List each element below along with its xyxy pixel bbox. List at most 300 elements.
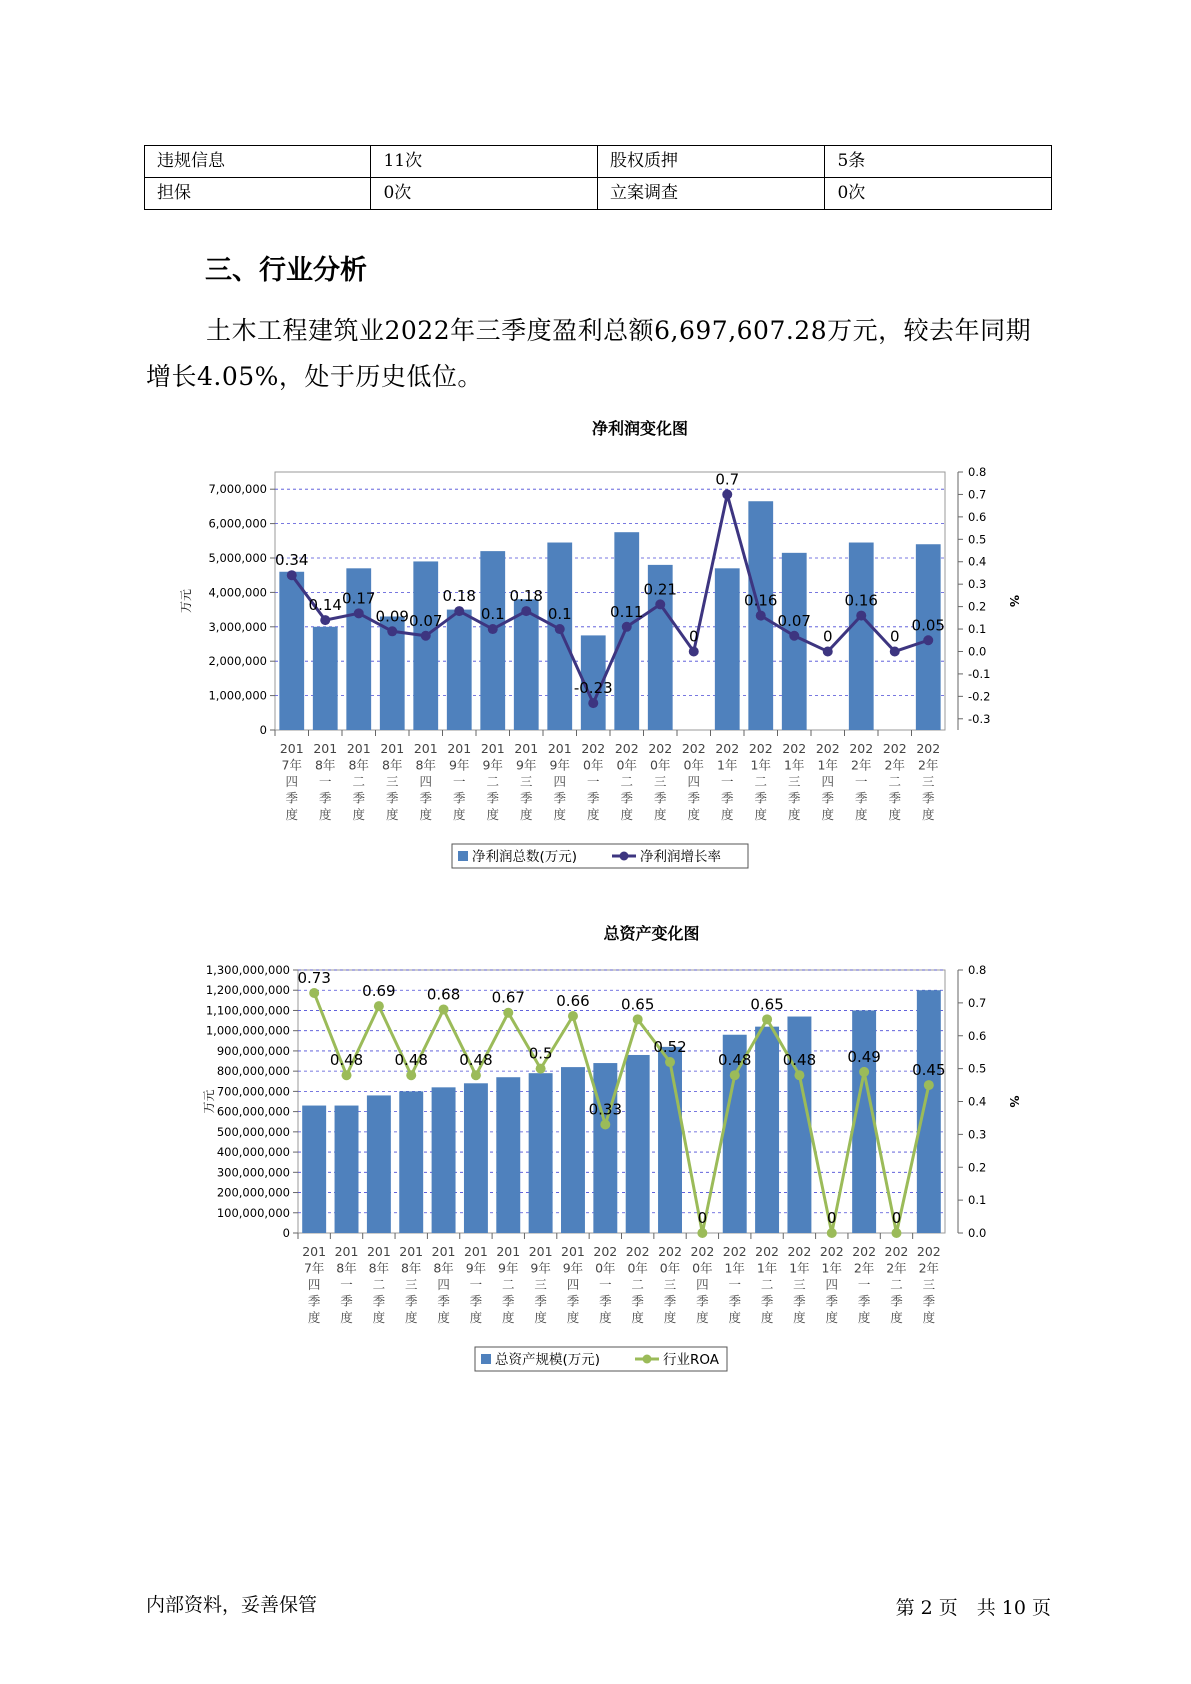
y2-tick-label: 0.5 [968, 532, 987, 547]
line-point [488, 624, 498, 634]
legend-bar-swatch [481, 1354, 491, 1364]
x-tick-label: 季 [372, 1293, 386, 1309]
x-tick-label: 二 [486, 774, 500, 789]
x-tick-label: 三 [653, 774, 667, 789]
data-label: 0.21 [643, 580, 677, 599]
x-tick-label: 季 [620, 790, 634, 806]
x-tick-label: 度 [653, 807, 667, 822]
x-tick-label: 度 [586, 807, 600, 822]
y2-tick-label: -0.2 [968, 689, 991, 704]
bar [367, 1095, 391, 1233]
legend-line-marker [620, 852, 629, 861]
y2-tick-label: 0.7 [968, 487, 987, 502]
table-cell: 0次 [825, 178, 1052, 210]
chart-title: 总资产变化图 [603, 924, 700, 943]
x-tick-label: 二 [760, 1277, 774, 1292]
y-axis-label: 万元 [202, 1089, 216, 1114]
x-tick-label: 8年 [368, 1260, 390, 1276]
table-cell: 立案调查 [598, 178, 825, 210]
line-point [891, 1228, 901, 1238]
y-tick-label: 700,000,000 [216, 1084, 290, 1099]
x-tick-label: 2年 [851, 757, 872, 773]
data-label: 0.73 [297, 969, 331, 988]
data-label: 0.33 [588, 1100, 623, 1119]
x-tick-label: 201 [561, 1244, 585, 1259]
table-row [145, 178, 1052, 210]
x-tick-label: 四 [825, 1277, 839, 1292]
x-tick-label: 季 [754, 790, 768, 806]
data-label: 0 [697, 1209, 708, 1227]
x-tick-label: 9年 [465, 1260, 487, 1276]
table-cell: 担保 [145, 178, 371, 210]
line-point [354, 608, 364, 618]
x-tick-label: 0年 [692, 1260, 713, 1276]
y-tick-label: 0 [259, 723, 267, 737]
bar [917, 990, 941, 1233]
x-tick-label: 201 [279, 741, 304, 756]
bar [464, 1083, 488, 1233]
data-label: 0.07 [777, 611, 811, 630]
y-tick-label: 1,000,000 [208, 688, 267, 703]
x-tick-label: 8年 [415, 757, 436, 773]
y2-tick-label: 0.5 [968, 1061, 987, 1076]
x-tick-label: 8年 [400, 1260, 422, 1276]
x-tick-label: 度 [921, 807, 935, 822]
x-tick-label: 四 [687, 774, 701, 789]
x-tick-label: 季 [385, 790, 399, 806]
x-tick-label: 四 [437, 1277, 450, 1292]
x-tick-label: 0年 [595, 1260, 616, 1276]
line-point [633, 1014, 643, 1024]
x-tick-label: 度 [372, 1310, 386, 1325]
y-tick-label: 400,000,000 [216, 1145, 290, 1160]
x-tick-label: 202 [625, 1244, 650, 1259]
x-tick-label: 度 [793, 1310, 806, 1325]
x-tick-label: 季 [787, 790, 801, 806]
x-tick-label: 二 [754, 774, 768, 789]
data-label: 0.1 [547, 605, 572, 624]
x-tick-label: 9年 [562, 1260, 584, 1276]
legend-label: 净利润增长率 [640, 849, 721, 865]
table-row [145, 146, 1052, 178]
data-label: 0.5 [528, 1044, 553, 1063]
x-tick-label: 1年 [817, 757, 838, 773]
bar [480, 551, 505, 730]
x-tick-label: 202 [884, 1244, 909, 1259]
bar [715, 568, 740, 730]
x-tick-label: 季 [599, 1293, 612, 1309]
line-point [890, 646, 900, 656]
y-tick-label: 0 [282, 1226, 290, 1240]
x-tick-label: 8年 [315, 757, 336, 773]
data-label: 0 [827, 1209, 837, 1227]
x-tick-label: 度 [631, 1310, 644, 1325]
x-tick-label: 度 [307, 1310, 321, 1325]
x-tick-label: 度 [728, 1310, 741, 1325]
y2-tick-label: 0.4 [968, 554, 987, 569]
x-tick-label: 四 [566, 1277, 580, 1292]
x-tick-label: 一 [586, 774, 600, 789]
x-tick-label: 度 [663, 1310, 677, 1325]
x-tick-label: 201 [463, 1244, 488, 1259]
x-tick-label: 二 [352, 774, 366, 789]
data-label: 0.67 [491, 988, 525, 1007]
x-tick-label: 201 [366, 1244, 391, 1259]
line-point [762, 1014, 772, 1024]
x-tick-label: 季 [307, 1293, 321, 1309]
x-tick-label: 度 [437, 1310, 450, 1325]
y2-tick-label: 0.0 [968, 1226, 987, 1240]
x-tick-label: 季 [631, 1293, 644, 1309]
y2-tick-label: 0.3 [968, 1127, 987, 1142]
line-point [342, 1070, 352, 1080]
line-point [588, 698, 598, 708]
net-profit-chart [0, 410, 1191, 890]
x-tick-label: 度 [854, 807, 868, 822]
x-tick-label: 一 [318, 774, 332, 789]
x-tick-label: 202 [614, 741, 639, 756]
line-point [503, 1008, 513, 1018]
x-tick-label: 季 [922, 1293, 936, 1309]
x-tick-label: 201 [547, 741, 572, 756]
x-tick-label: 四 [821, 774, 835, 789]
data-label: 0.69 [362, 982, 396, 1001]
data-label: 0.11 [610, 602, 644, 621]
y-tick-label: 200,000,000 [216, 1185, 290, 1200]
x-tick-label: 四 [696, 1277, 709, 1292]
x-tick-label: 1年 [821, 1260, 843, 1276]
x-tick-label: 一 [469, 1277, 483, 1292]
x-tick-label: 度 [340, 1310, 353, 1325]
total-assets-chart [0, 915, 1191, 1385]
x-tick-label: 8年 [336, 1260, 357, 1276]
y2-tick-label: 0.2 [968, 1160, 987, 1175]
x-tick-label: 度 [553, 807, 567, 822]
x-tick-label: 0年 [659, 1260, 681, 1276]
line-point [689, 646, 699, 656]
y2-tick-label: 0.1 [968, 1193, 987, 1208]
x-tick-label: 201 [399, 1244, 424, 1259]
y-tick-label: 100,000,000 [216, 1205, 290, 1220]
info-table [144, 145, 1052, 210]
x-tick-label: 度 [385, 807, 399, 822]
data-label: 0.48 [782, 1051, 817, 1070]
x-tick-label: 2年 [853, 1260, 875, 1276]
x-tick-label: 202 [852, 1244, 877, 1259]
x-tick-label: 2年 [884, 757, 905, 773]
x-tick-label: 度 [469, 1310, 483, 1325]
data-label: 0.7 [715, 470, 740, 489]
y-tick-label: 6,000,000 [208, 516, 267, 531]
x-tick-label: 9年 [516, 757, 537, 773]
x-tick-label: 201 [528, 1244, 553, 1259]
x-tick-label: 度 [519, 807, 533, 822]
data-label: 0.65 [620, 995, 655, 1014]
x-tick-label: 季 [404, 1293, 418, 1309]
x-tick-label: 202 [787, 1244, 812, 1259]
line-point [823, 646, 833, 656]
line-point [697, 1228, 707, 1238]
x-tick-label: 二 [631, 1277, 644, 1292]
x-tick-label: 202 [782, 741, 807, 756]
table-cell: 0次 [371, 178, 598, 210]
x-tick-label: 三 [793, 1277, 806, 1292]
bar [658, 1047, 682, 1233]
data-label: 0 [688, 627, 699, 646]
x-tick-label: 201 [447, 741, 472, 756]
x-tick-label: 0年 [650, 757, 671, 773]
x-tick-label: 一 [854, 774, 868, 789]
data-label: 0.45 [912, 1061, 946, 1080]
x-tick-label: 8年 [382, 757, 403, 773]
x-tick-label: 三 [663, 1277, 677, 1292]
y2-tick-label: 0.8 [968, 963, 987, 977]
bar [852, 1010, 876, 1233]
x-tick-label: 度 [922, 1310, 936, 1325]
x-tick-label: 度 [318, 807, 332, 822]
y2-tick-label: 0.6 [968, 509, 987, 524]
x-tick-label: 201 [431, 1244, 456, 1259]
x-tick-label: 0年 [616, 757, 637, 773]
x-tick-label: 四 [285, 774, 299, 789]
bar [496, 1077, 520, 1233]
bar [399, 1091, 423, 1233]
x-tick-label: 三 [519, 774, 533, 789]
x-tick-label: 202 [882, 741, 907, 756]
x-tick-label: 0年 [683, 757, 704, 773]
line-point [387, 626, 397, 636]
x-tick-label: 度 [566, 1310, 580, 1325]
x-tick-label: 2年 [886, 1260, 907, 1276]
bar [302, 1106, 326, 1233]
bar [561, 1067, 585, 1233]
x-tick-label: 季 [318, 790, 332, 806]
line-point [536, 1064, 546, 1074]
x-tick-label: 季 [728, 1293, 741, 1309]
x-tick-label: 度 [285, 807, 299, 822]
x-tick-label: 二 [372, 1277, 386, 1292]
footer-note: 内部资料，妥善保管 [146, 1594, 318, 1616]
data-label: 0 [891, 1209, 902, 1227]
y2-tick-label: 0.2 [968, 599, 987, 614]
x-tick-label: 季 [352, 790, 366, 806]
bar [313, 627, 338, 730]
table-cell: 违规信息 [145, 146, 371, 178]
x-tick-label: 度 [825, 1310, 839, 1325]
x-tick-label: 202 [748, 741, 773, 756]
line-point [471, 1070, 481, 1080]
x-tick-label: 9年 [530, 1260, 551, 1276]
y2-tick-label: 0.7 [968, 995, 987, 1010]
x-tick-label: 季 [534, 1293, 547, 1309]
x-tick-label: 202 [681, 741, 706, 756]
x-tick-label: 度 [754, 807, 768, 822]
y2-tick-label: 0.8 [968, 465, 987, 479]
x-tick-label: 202 [755, 1244, 780, 1259]
x-tick-label: 季 [502, 1293, 515, 1309]
y-tick-label: 4,000,000 [208, 585, 267, 600]
x-tick-label: 季 [553, 790, 567, 806]
line-point [320, 615, 330, 625]
y2-tick-label: -0.1 [968, 666, 991, 681]
y-tick-label: 1,100,000,000 [205, 1003, 290, 1018]
x-tick-label: 季 [437, 1293, 450, 1309]
line-point [521, 606, 531, 616]
line-point [622, 622, 632, 632]
x-tick-label: 201 [496, 1244, 521, 1259]
line-point [756, 611, 766, 621]
y-tick-label: 600,000,000 [216, 1104, 290, 1119]
line-point [655, 599, 665, 609]
x-tick-label: 201 [514, 741, 539, 756]
x-tick-label: 0年 [583, 757, 604, 773]
x-tick-label: 度 [404, 1310, 418, 1325]
x-tick-label: 二 [620, 774, 634, 789]
x-tick-label: 202 [815, 741, 840, 756]
data-label: 0.1 [480, 605, 505, 624]
x-tick-label: 三 [534, 1277, 547, 1292]
x-tick-label: 度 [696, 1310, 709, 1325]
table-cell: 股权质押 [598, 146, 825, 178]
x-tick-label: 一 [452, 774, 466, 789]
data-label: 0.66 [556, 992, 590, 1011]
x-tick-label: 7年 [281, 757, 302, 773]
x-tick-label: 9年 [498, 1260, 519, 1276]
x-tick-label: 2年 [918, 1260, 940, 1276]
x-tick-label: 度 [452, 807, 466, 822]
x-tick-label: 一 [340, 1277, 353, 1292]
y2-axis-label: % [1007, 1095, 1021, 1108]
line-point [924, 1080, 934, 1090]
line-point [794, 1070, 804, 1080]
data-label: -0.23 [573, 679, 613, 698]
body-paragraph: 土木工程建筑业2022年三季度盈利总额6,697,607.28万元，较去年同期增长4.05%，处于历史低位。 [146, 316, 1032, 391]
bar [514, 599, 539, 730]
data-label: 0.17 [342, 589, 376, 608]
line-point [568, 1011, 578, 1021]
x-tick-label: 202 [593, 1244, 618, 1259]
bar [529, 1073, 553, 1233]
bar [626, 1055, 650, 1233]
x-tick-label: 1年 [750, 757, 771, 773]
x-tick-label: 度 [620, 807, 634, 822]
x-tick-label: 201 [313, 741, 338, 756]
data-label: 0.16 [744, 591, 778, 610]
x-tick-label: 季 [586, 790, 600, 806]
bar [432, 1087, 456, 1233]
x-tick-label: 202 [648, 741, 673, 756]
data-label: 0.49 [847, 1047, 881, 1066]
table-cell: 5条 [825, 146, 1052, 178]
bar [849, 543, 874, 730]
x-tick-label: 季 [857, 1293, 871, 1309]
x-tick-label: 202 [819, 1244, 844, 1259]
x-tick-label: 9年 [482, 757, 503, 773]
x-tick-label: 四 [419, 774, 433, 789]
x-tick-label: 一 [728, 1277, 741, 1292]
x-tick-label: 一 [857, 1277, 871, 1292]
y2-tick-label: -0.3 [968, 711, 991, 726]
x-tick-label: 度 [857, 1310, 871, 1325]
x-tick-label: 度 [687, 807, 701, 822]
line-point [600, 1120, 610, 1130]
y2-tick-label: 0.1 [968, 622, 987, 637]
bar [593, 1063, 617, 1233]
bar [787, 1017, 811, 1233]
data-label: 0 [822, 627, 833, 646]
x-tick-label: 8年 [433, 1260, 454, 1276]
x-tick-label: 季 [653, 790, 667, 806]
y2-tick-label: 0.4 [968, 1094, 987, 1109]
x-tick-label: 度 [486, 807, 500, 822]
x-tick-label: 201 [480, 741, 505, 756]
y-tick-label: 7,000,000 [208, 482, 267, 497]
y-axis-label: 万元 [179, 588, 193, 614]
x-tick-label: 三 [404, 1277, 418, 1292]
data-label: 0.48 [329, 1051, 364, 1070]
y-tick-label: 2,000,000 [208, 654, 267, 669]
line-point [923, 635, 933, 645]
x-tick-label: 202 [849, 741, 874, 756]
data-label: 0.16 [844, 591, 878, 610]
x-tick-label: 202 [581, 741, 606, 756]
x-tick-label: 202 [916, 1244, 941, 1259]
x-tick-label: 1年 [789, 1260, 810, 1276]
legend-label: 行业ROA [663, 1352, 720, 1368]
x-tick-label: 201 [334, 1244, 359, 1259]
data-label: 0.18 [509, 587, 543, 606]
line-point [722, 489, 732, 499]
x-tick-label: 季 [340, 1293, 353, 1309]
line-point [730, 1070, 740, 1080]
x-tick-label: 一 [599, 1277, 612, 1292]
line-point [789, 631, 799, 641]
x-tick-label: 度 [890, 1310, 903, 1325]
x-tick-label: 201 [346, 741, 371, 756]
x-tick-label: 9年 [449, 757, 470, 773]
legend-line-marker [643, 1355, 652, 1364]
y-tick-label: 500,000,000 [216, 1124, 290, 1139]
x-tick-label: 季 [825, 1293, 839, 1309]
x-tick-label: 度 [419, 807, 433, 822]
bar [547, 543, 572, 730]
x-tick-label: 度 [502, 1310, 515, 1325]
legend-label: 净利润总数(万元) [472, 849, 578, 865]
bar [413, 561, 438, 730]
x-tick-label: 一 [720, 774, 734, 789]
x-tick-label: 度 [760, 1310, 774, 1325]
x-tick-label: 季 [419, 790, 433, 806]
data-label: 0 [889, 627, 900, 646]
x-tick-label: 度 [599, 1310, 612, 1325]
y2-tick-label: 0.3 [968, 577, 987, 592]
x-tick-label: 季 [566, 1293, 580, 1309]
y2-axis-label: % [1007, 594, 1021, 608]
line-point [555, 624, 565, 634]
x-tick-label: 1年 [717, 757, 738, 773]
x-tick-label: 季 [760, 1293, 774, 1309]
data-label: 0.52 [653, 1038, 687, 1057]
data-label: 0.65 [750, 995, 784, 1014]
table-cell: 11次 [371, 146, 598, 178]
y-tick-label: 1,200,000,000 [205, 983, 290, 998]
x-tick-label: 1年 [756, 1260, 778, 1276]
x-tick-label: 季 [687, 790, 701, 806]
x-tick-label: 201 [302, 1244, 327, 1259]
x-tick-label: 202 [722, 1244, 747, 1259]
x-tick-label: 季 [821, 790, 835, 806]
x-tick-label: 季 [486, 790, 500, 806]
